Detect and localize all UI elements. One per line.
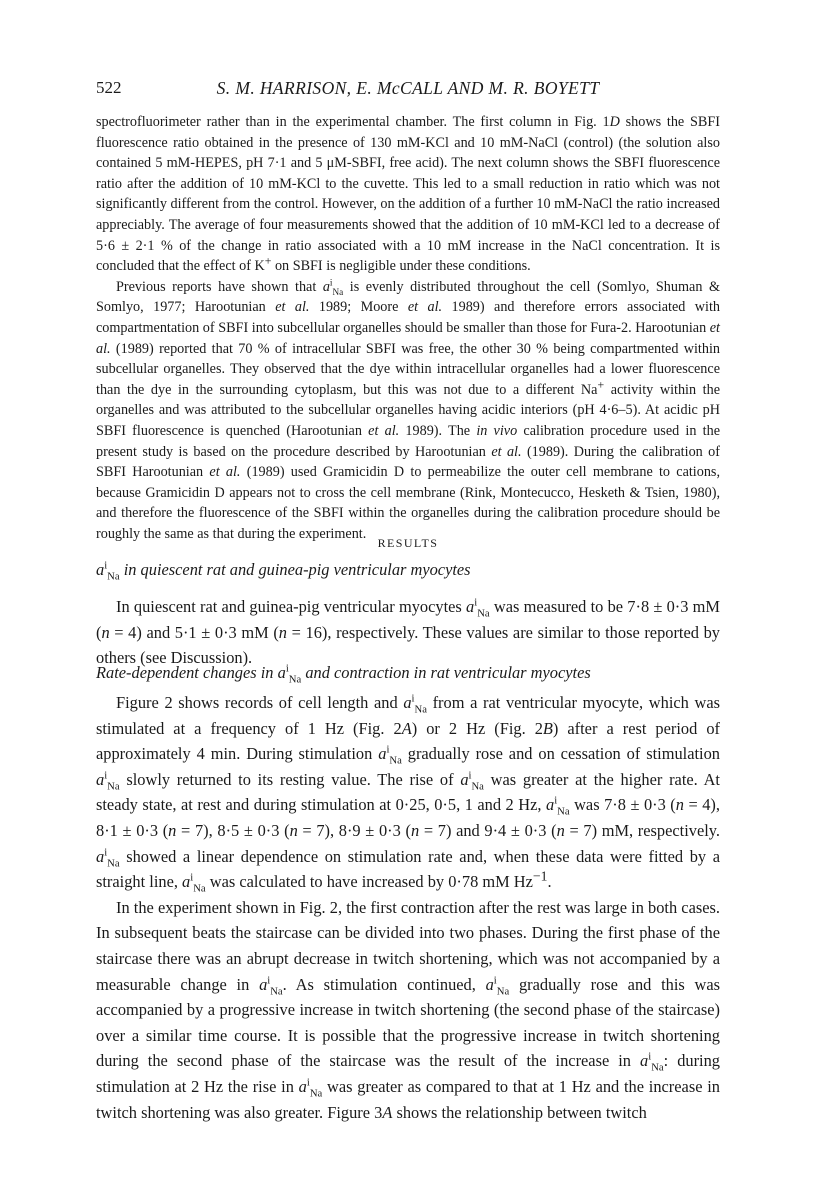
- running-head: S. M. HARRISON, E. McCALL AND M. R. BOYETT: [216, 78, 600, 98]
- rate-dependent-section: [96, 690, 720, 1125]
- page-header: [96, 78, 720, 104]
- section-heading-rate-dependent: Rate-dependent changes in $a^i_{Na}$ and contraction in rat ventricular myocytes: [96, 663, 591, 686]
- methods-section: [96, 112, 720, 544]
- rate-paragraph-1: Figure 2 shows records of cell length and $a^i_{Na}$ from a rat ventricular myocyte, which was stimulated at a frequency of 1 Hz (Fig. 2A) or 2 Hz (Fig. 2B) after a rest period of approximately 4 min. During stimulation $a^i_{Na}$ gradually rose and on cessation of stimulation $a^i_{Na}$ slowly returned to its resting value. The rise of $a^i_{Na}$ was greater at the higher rate. At steady state, at rest and during stimulation at 0·25, 0·5, 1 and 2 Hz, $a^i_{Na}$ was 7·8 ± 0·3 (n = 4), 8·1 ± 0·3 (n = 7), 8·5 ± 0·3 (n = 7), 8·9 ± 0·3 (n = 7) and 9·4 ± 0·3 (n = 7) mM, respectively. $a^i_{Na}$ showed a linear dependence on stimulation rate and, when these data were fitted by a straight line, $a^i_{Na}$ was calculated to have increased by 0·78 mM $Hz^{-1}$.: [96, 693, 721, 895]
- methods-paragraph-2: Previous reports have shown that $a^i_{Na}$ is evenly distributed throughout the cell (Somlyo, Shuman & Somlyo, 1977; Harootunian et al. 1989; Moore et al. 1989) and therefore errors associated with compartmentation of SBFI into subcellular organelles should be smaller than those for Fura-2. Harootunian et al. (1989) reported that 70 % of intracellular SBFI was free, the other 30 % being compartmented within subcellular organelles. They observed that the dye within intracellular organelles had a lower fluorescence than the dye in the surrounding cytoplasm, but this was not due to a different Na+ activity within the organelles and was attributed to the subcellular organelles having acidic interiors (pH 4·6–5). At acidic pH SBFI fluorescence is quenched (Harootunian et al. 1989). The in vivo calibration procedure used in the present study is based on the procedure described by Harootunian et al. (1989). During the calibration of SBFI Harootunian et al. (1989) used Gramicidin D to permeabilize the outer cell membrane to cations, because Gramicidin D appears not to cross the cell membrane (Rink, Montecucco, Hesketh & Tsien, 1980), and therefore the fluorescence of the SBFI within the organelles during the calibration procedure should be roughly the same as that during the experiment.: [96, 277, 721, 542]
- methods-paragraph-1: spectrofluorimeter rather than in the experimental chamber. The first column in Fig. 1D shows the SBFI fluorescence ratio obtained in the presence of 130 mM-KCl and 10 mM-NaCl (control) (the solution also contained 5 mM-HEPES, pH 7·1 and 5 μM-SBFI, free acid). The next column shows the SBFI fluorescence ratio after the addition of 10 mM-KCl to the cuvette. This led to a small reduction in ratio which was not significantly different from the control. However, on the addition of a further 10 mM-NaCl the ratio increased appreciably. The average of four measurements showed that the addition of 10 mM-KCl led to a decrease of 5·6 ± 2·1 % of the change in ratio associated with a 10 mM increase in the NaCl concentration. It is concluded that the effect of K+ on SBFI is negligible under these conditions.: [96, 114, 721, 275]
- page-number: 522: [96, 78, 122, 97]
- quiescent-section: [96, 594, 720, 671]
- results-heading: RESULTS: [377, 536, 439, 550]
- rate-paragraph-2: In the experiment shown in Fig. 2, the first contraction after the rest was large in both cases. In subsequent beats the staircase can be divided into two phases. During the first phase of the staircase there was an abrupt decrease in twitch shortening, which was not accompanied by a measurable change in $a^i_{Na}$. As stimulation continued, $a^i_{Na}$ gradually rose and this was accompanied by a progressive increase in twitch shortening (the second phase of the staircase) over a similar time course. It is possible that the progressive increase in twitch shortening during the second phase of the staircase was the result of the increase in $a^i_{Na}$: during stimulation at 2 Hz the rise in $a^i_{Na}$ was greater as compared to that at 1 Hz and the increase in twitch shortening was also greater. Figure 3A shows the relationship between twitch: [96, 897, 721, 1122]
- quiescent-paragraph: In quiescent rat and guinea-pig ventricular myocytes $a^i_{Na}$ was measured to be 7·8 ± 0·3 mM (n = 4) and 5·1 ± 0·3 mM (n = 16), respectively. These values are similar to those reported by others (see Discussion).: [96, 597, 720, 668]
- section-heading-quiescent: $a^i_{Na}$ in quiescent rat and guinea-pig ventricular myocytes: [96, 560, 471, 583]
